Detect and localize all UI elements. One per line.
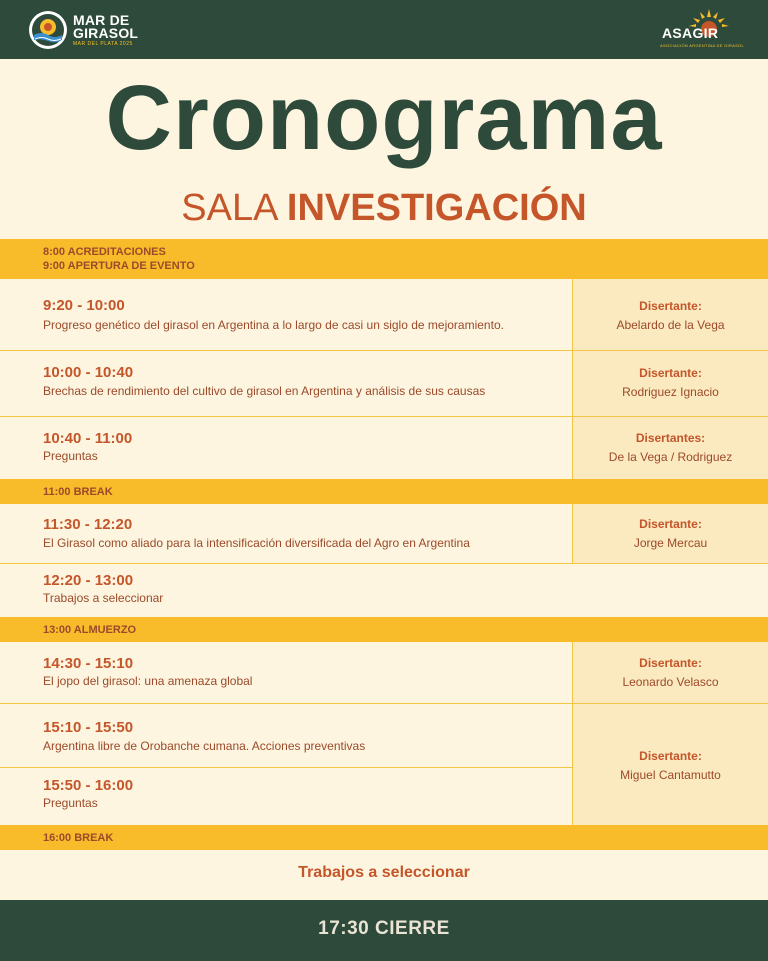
room-name: INVESTIGACIÓN [286, 187, 587, 229]
session-time: 15:10 - 15:50 [43, 719, 134, 736]
speaker-cell [572, 642, 768, 703]
speaker-name: Jorge Mercau [633, 536, 708, 550]
room-prefix: SALA [181, 187, 277, 229]
speaker-label: Disertante: [639, 299, 702, 313]
speaker-label: Disertante: [639, 656, 702, 670]
session-time: 10:40 - 11:00 [43, 430, 133, 447]
speaker-cell [572, 703, 768, 825]
brand-line-2: GIRASOL [73, 25, 139, 41]
break-band: 11:00 BREAK [0, 479, 768, 504]
pending-works-note: Trabajos a seleccionar [298, 864, 470, 881]
session-time: 12:20 - 13:00 [43, 572, 134, 589]
speaker-label: Disertante: [639, 366, 702, 380]
closing-bar [0, 900, 768, 961]
closing-text: 17:30 CIERRE [318, 918, 450, 939]
session-row [0, 504, 572, 563]
lunch-band: 13:00 ALMUERZO [0, 617, 768, 642]
session-row [0, 350, 572, 416]
speaker-label: Disertante: [639, 517, 702, 531]
session-title: El jopo del girasol: una amenaza global [43, 674, 253, 688]
session-time: 10:00 - 10:40 [43, 364, 134, 381]
asagir-tagline: ASOCIACIÓN ARGENTINA DE GIRASOL [660, 43, 744, 48]
session-row [0, 416, 572, 479]
speaker-cell [572, 279, 768, 350]
opening-band [0, 239, 768, 279]
speaker-name: De la Vega / Rodriguez [608, 450, 733, 464]
brand-tagline: MAR DEL PLATA 2025 [73, 41, 133, 47]
asagir-logo [656, 9, 746, 51]
session-time: 15:50 - 16:00 [43, 777, 134, 794]
session-row [0, 563, 768, 617]
session-time: 9:20 - 10:00 [43, 297, 125, 314]
speaker-cell [572, 350, 768, 416]
session-title: El Girasol como aliado para la intensificación diversificada del Agro en Argentina [43, 536, 470, 550]
speaker-cell [572, 416, 768, 479]
session-title: Argentina libre de Orobanche cumana. Acciones preventivas [43, 739, 366, 753]
top-bar [0, 0, 768, 59]
session-row [0, 767, 572, 825]
room-subtitle [0, 186, 768, 230]
speaker-cell [572, 504, 768, 563]
session-time: 11:30 - 12:20 [43, 516, 133, 533]
accreditation-text: 8:00 ACREDITACIONES [43, 246, 166, 258]
sunflower-seal-icon [28, 10, 68, 50]
speaker-name: Leonardo Velasco [622, 675, 719, 689]
session-time: 14:30 - 15:10 [43, 655, 134, 672]
speaker-name: Abelardo de la Vega [616, 318, 725, 332]
session-row [0, 279, 572, 350]
break-band: 16:00 BREAK [0, 825, 768, 850]
session-title: Progreso genético del girasol en Argentina a lo largo de casi un siglo de mejoramiento. [43, 318, 504, 332]
speaker-name: Rodriguez Ignacio [622, 385, 719, 399]
page-title: Cronograma [105, 67, 663, 169]
opening-text: 9:00 APERTURA DE EVENTO [43, 260, 195, 272]
session-row [0, 642, 572, 703]
brand-line-1: MAR DE [73, 12, 130, 28]
session-title: Trabajos a seleccionar [43, 591, 164, 605]
speaker-label: Disertante: [639, 749, 702, 763]
session-title: Preguntas [43, 449, 98, 463]
speaker-name: Miguel Cantamutto [620, 768, 721, 782]
mar-de-girasol-wordmark [73, 14, 138, 40]
mar-de-girasol-logo [28, 10, 138, 50]
session-title: Preguntas [43, 796, 98, 810]
session-row [0, 703, 572, 767]
asagir-wordmark: ASAGIR [662, 25, 719, 41]
speaker-label: Disertantes: [635, 431, 706, 445]
session-title: Brechas de rendimiento del cultivo de girasol en Argentina y análisis de sus causas [43, 384, 486, 398]
